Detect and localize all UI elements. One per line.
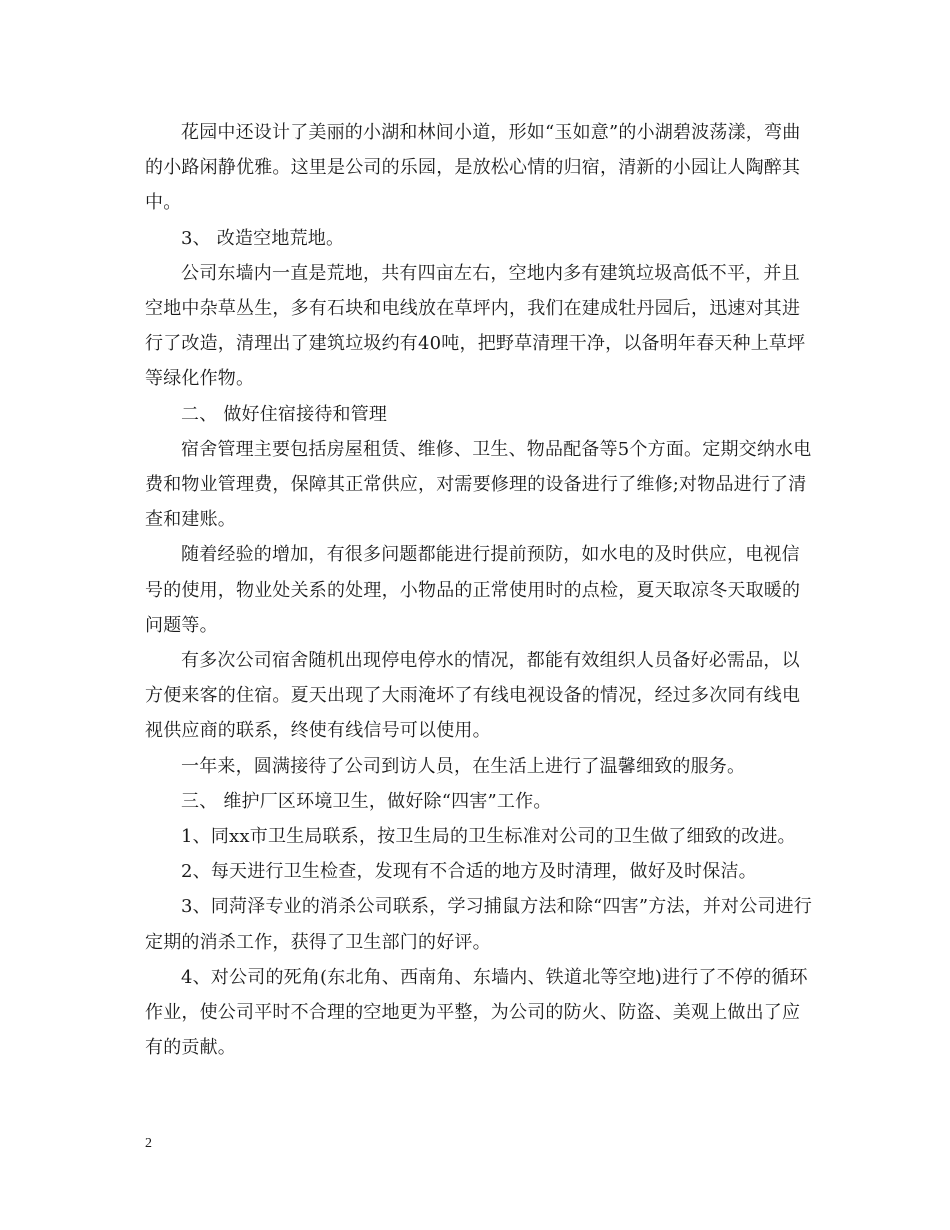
list-item: 4、对公司的死角(东北角、西南角、东墙内、铁道北等空地)进行了不停的循环作业，使公司平时不合理的空地更为平整，为公司的防火、防盗、美观上做出了应有的贡献。: [145, 966, 808, 1059]
section-heading: 二、 做好住宿接待和管理: [181, 403, 388, 425]
page-number: 2: [145, 1136, 152, 1151]
paragraph: 宿舍管理主要包括房屋租赁、维修、卫生、物品配备等5个方面。定期交纳水电费和物业管理费，保障其正常供应，对需要修理的设备进行了维修;对物品进行了清查和建账。: [145, 438, 812, 531]
section-heading: 三、 维护厂区环境卫生，做好除“四害”工作。: [181, 790, 552, 812]
paragraph: 有多次公司宿舍随机出现停电停水的情况，都能有效组织人员备好必需品，以方便来客的住宿。夏天出现了大雨淹坏了有线电视设备的情况，经过多次同有线电视供应商的联系，终使有线信号可以使用。: [145, 650, 801, 742]
paragraph: 随着经验的增加，有很多问题都能进行提前预防，如水电的及时供应，电视信号的使用，物业处关系的处理，小物品的正常使用时的点检，夏天取凉冬天取暖的问题等。: [145, 544, 801, 636]
list-item: 2、每天进行卫生检查，发现有不合适的地方及时清理，做好及时保洁。: [181, 861, 757, 883]
paragraph: 公司东墙内一直是荒地，共有四亩左右，空地内多有建筑垃圾高低不平，并且空地中杂草丛生，多有石块和电线放在草坪内，我们在建成牡丹园后，迅速对其进行了改造，清理出了建筑垃圾约有40吨，把野草清理干净，以备明年春天种上草坪等绿化作物。: [145, 262, 806, 390]
paragraph: 花园中还设计了美丽的小湖和林间小道，形如“玉如意”的小湖碧波荡漾，弯曲的小路闲静优雅。这里是公司的乐园，是放松心情的归宿，清新的小园让人陶醉其中。: [145, 122, 801, 214]
list-item: 3、同菏泽专业的消杀公司联系，学习捕鼠方法和除“四害”方法，并对公司进行定期的消杀工作，获得了卫生部门的好评。: [145, 896, 813, 953]
document-body: [145, 115, 813, 1065]
section-heading: 3、 改造空地荒地。: [181, 227, 345, 249]
paragraph: 一年来，圆满接待了公司到访人员，在生活上进行了温馨细致的服务。: [181, 755, 746, 777]
list-item: 1、同xx市卫生局联系，按卫生局的卫生标准对公司的卫生做了细致的改进。: [181, 826, 796, 848]
